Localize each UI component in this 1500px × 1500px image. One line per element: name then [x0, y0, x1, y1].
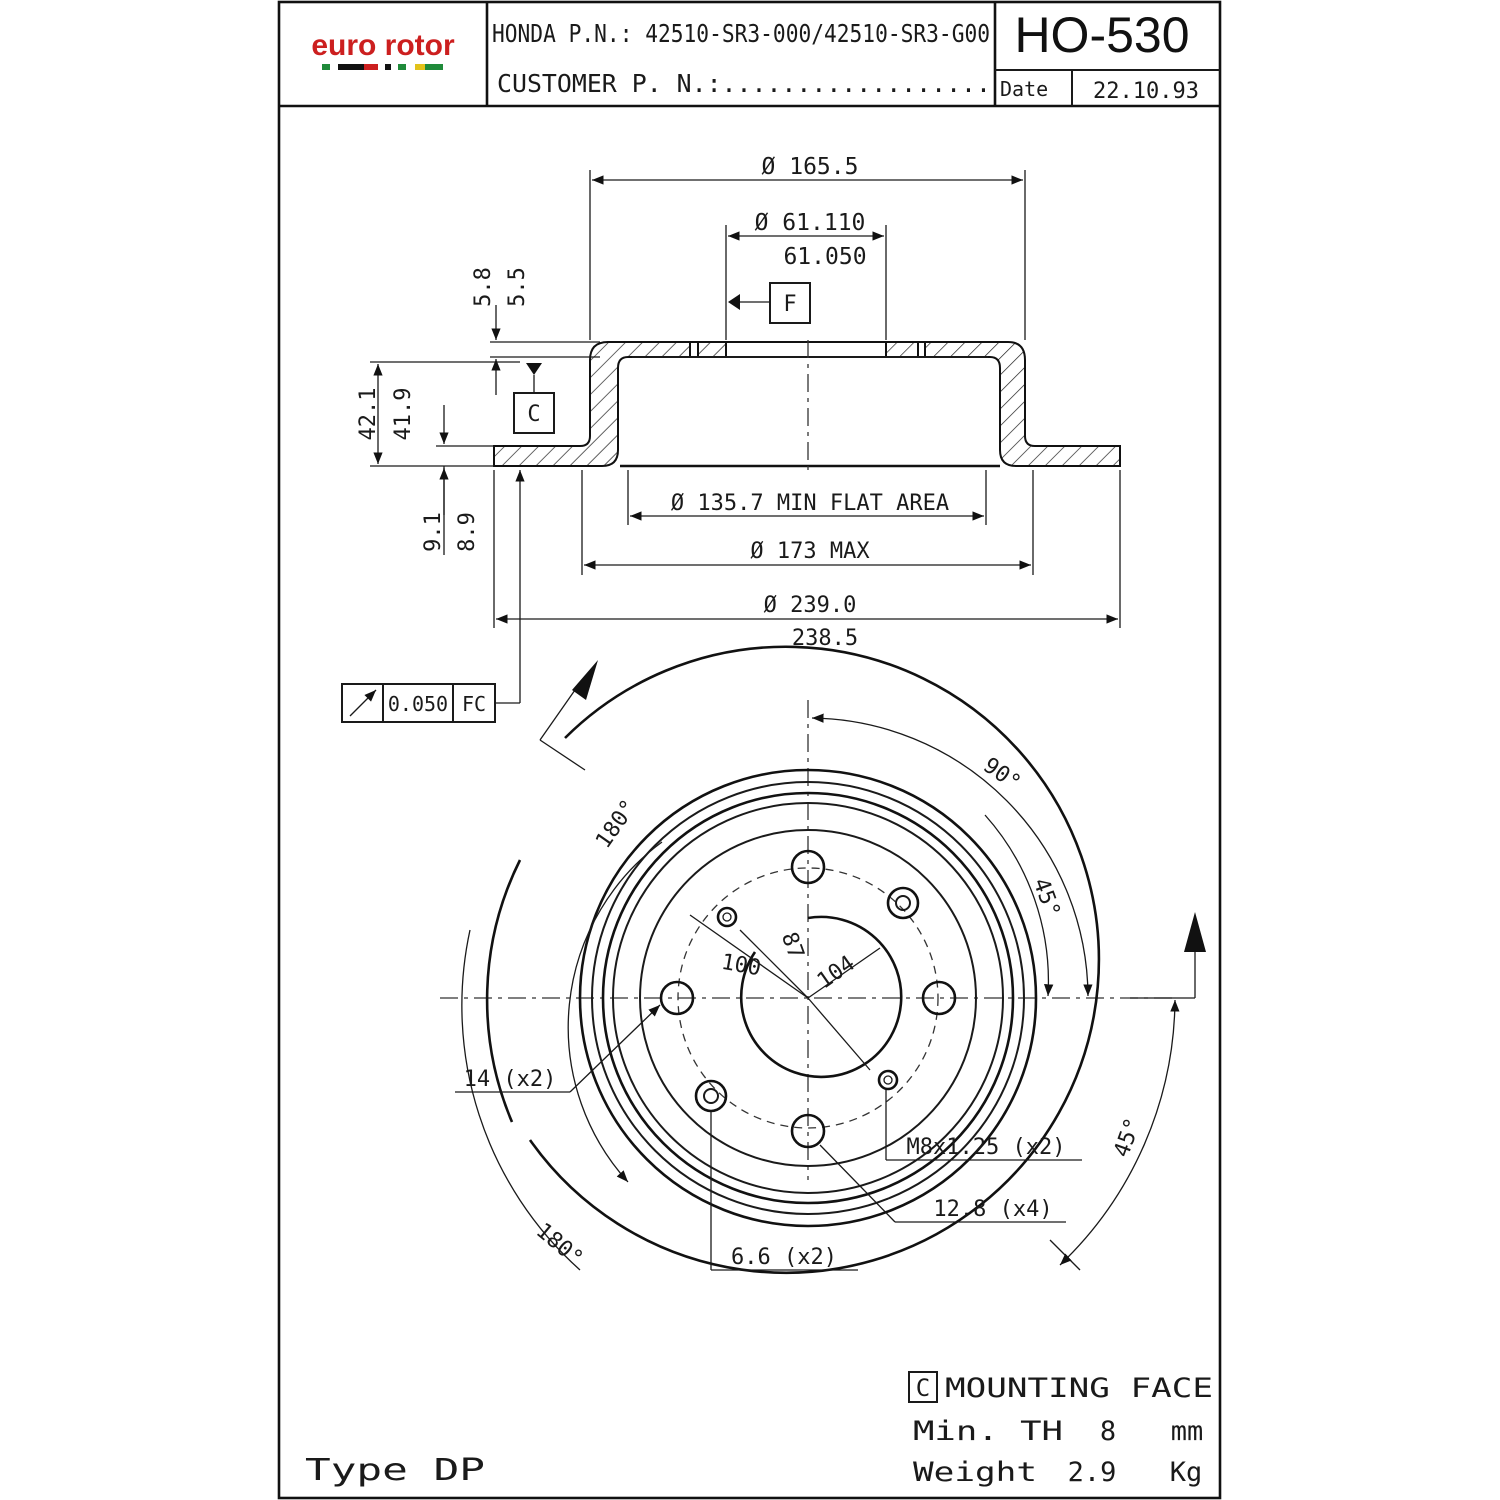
- plan-view: [440, 647, 1206, 1273]
- dim-h419: 41.9: [391, 387, 416, 441]
- section-profile-left: [494, 342, 690, 466]
- angle-180-inner: 180°: [591, 795, 643, 854]
- hub-hatch-right: [886, 342, 918, 357]
- angle-45-bottom: 45°: [1109, 1114, 1147, 1161]
- footer-notes: [305, 1372, 1213, 1488]
- dim-h91: 9.1: [421, 512, 446, 552]
- min-thickness-label: Min. TH: [913, 1416, 1063, 1447]
- customer-part-number: CUSTOMER P. N.:..................: [497, 69, 991, 98]
- locating-hole: [879, 1071, 897, 1089]
- dim-h55: 5.5: [505, 267, 530, 307]
- runout-value: 0.050: [387, 692, 449, 716]
- dim-r104: 104: [812, 951, 860, 995]
- runout-arrow-icon: [350, 690, 376, 716]
- oem-part-number: HONDA P.N.: 42510-SR3-000/42510-SR3-G00: [492, 19, 990, 48]
- dim-r100: 100: [719, 949, 763, 982]
- callout-14: 14 (x2): [463, 1067, 557, 1092]
- date-label: Date: [1000, 77, 1049, 101]
- dim-d165: Ø 165.5: [761, 154, 859, 180]
- mounting-face-symbol: C: [915, 1374, 931, 1402]
- datum-f: F: [783, 292, 797, 317]
- locating-hole: [718, 908, 736, 926]
- angle-45-top: 45°: [1027, 874, 1065, 921]
- sheet-border: [279, 2, 1220, 1498]
- view-arrow-icon: [1184, 912, 1206, 952]
- disc-outer-edge: [530, 647, 1099, 1273]
- dim-h58: 5.8: [471, 267, 496, 307]
- brand-logo: euro rotor: [311, 29, 455, 62]
- part-number: HO-530: [1014, 7, 1190, 63]
- runout-frame: [342, 684, 495, 722]
- dim-h89: 8.9: [455, 512, 480, 552]
- angle-90: 90°: [978, 753, 1026, 797]
- weight-unit: Kg: [1169, 1457, 1203, 1488]
- date-value: 22.10.93: [1093, 79, 1199, 104]
- flag-strip: [322, 64, 443, 70]
- mounting-face-label: MOUNTING FACE: [945, 1373, 1213, 1404]
- angle-180-outer: 180°: [530, 1218, 588, 1272]
- runout-ref: FC: [461, 692, 487, 716]
- dim-d2385: 238.5: [791, 626, 859, 651]
- callout-66: 6.6 (x2): [731, 1245, 837, 1270]
- weight-value: 2.9: [1067, 1457, 1117, 1488]
- dim-d61-lower: 61.050: [783, 244, 867, 270]
- section-profile-right: [925, 342, 1120, 466]
- dim-h421: 42.1: [356, 387, 381, 441]
- dim-d1357: Ø 135.7 MIN FLAT AREA: [670, 491, 950, 516]
- view-arrow-icon: [572, 660, 598, 700]
- dim-d61-upper: Ø 61.110: [754, 210, 866, 236]
- type-label: Type DP: [305, 1453, 485, 1488]
- title-block: [279, 2, 1220, 106]
- min-thickness-value: 8: [1099, 1416, 1117, 1447]
- dim-d239: Ø 239.0: [763, 593, 857, 618]
- weight-label: Weight: [913, 1457, 1037, 1488]
- section-view: [342, 154, 1120, 722]
- hub-hatch-left: [698, 342, 726, 357]
- datum-c: C: [527, 402, 541, 427]
- callout-m8: M8x1.25 (x2): [906, 1135, 1066, 1160]
- threaded-hole: [888, 888, 918, 918]
- center-bore: [741, 917, 901, 1077]
- dim-d173: Ø 173 MAX: [750, 539, 870, 564]
- dim-r87: 87: [775, 929, 809, 963]
- min-thickness-unit: mm: [1170, 1416, 1204, 1447]
- callout-128: 12.8 (x4): [933, 1197, 1053, 1222]
